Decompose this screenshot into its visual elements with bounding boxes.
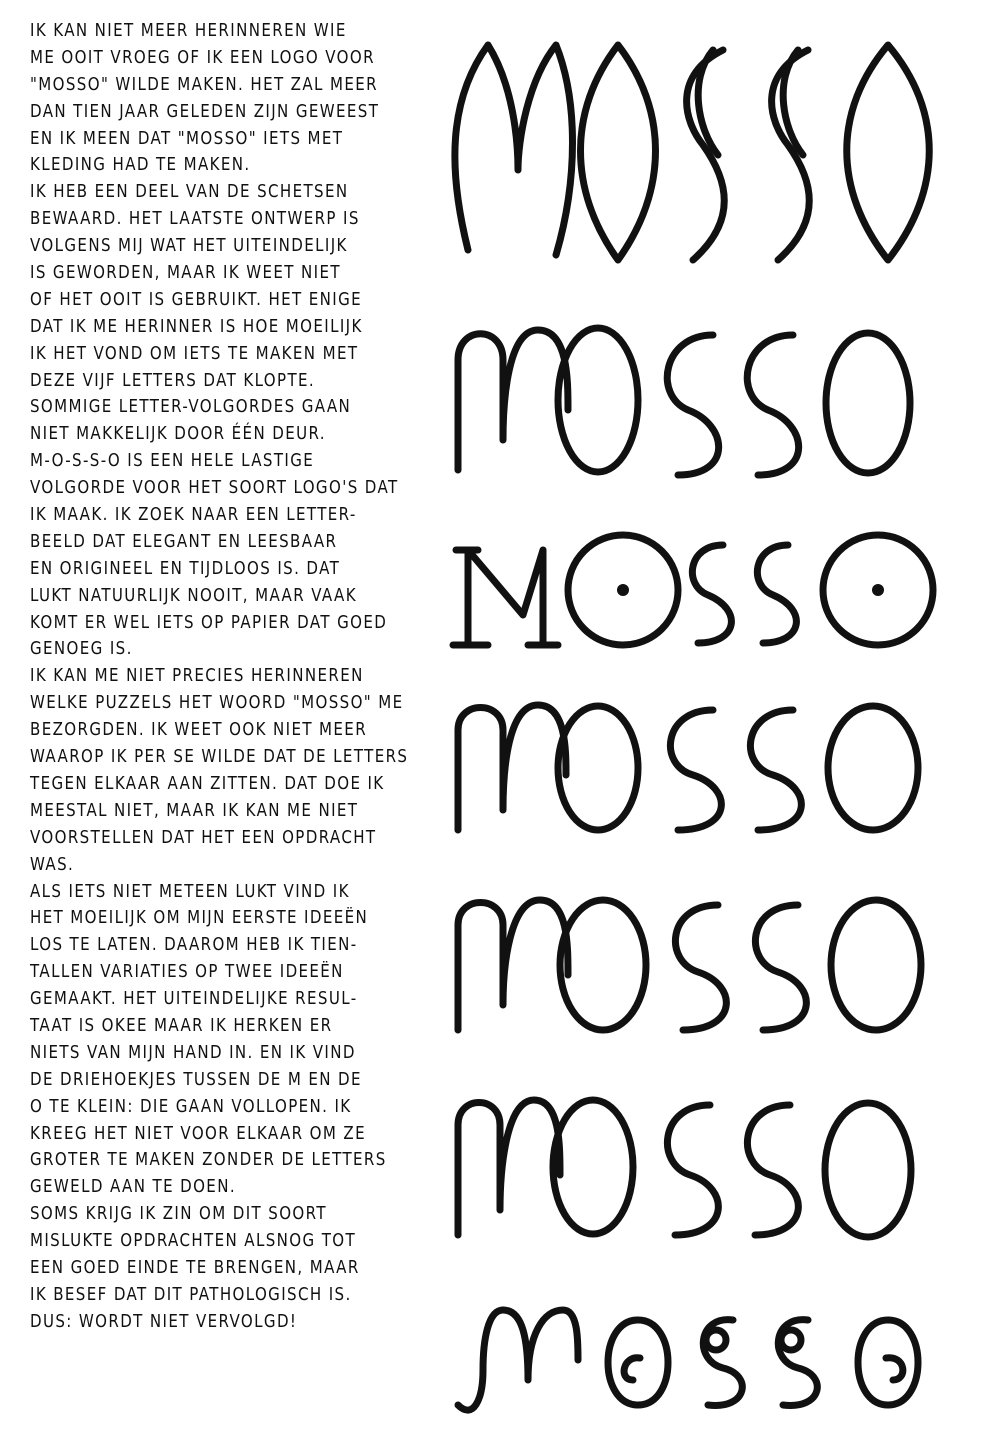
mosso-logo-rounded-tall: [448, 300, 958, 490]
text-line: EEN GOED EINDE TE BRENGEN, MAAR: [30, 1257, 360, 1278]
text-line: GEMAAKT. HET UITEINDELIJKE RESUL-: [30, 989, 358, 1010]
logo-variant-serif-dotted: [448, 515, 958, 665]
text-line: GROTER TE MAKEN ZONDER DE LETTERS: [30, 1150, 387, 1171]
text-line: ALS IETS NIET METEEN LUKT VIND IK: [30, 881, 350, 902]
text-line: DEZE VIJF LETTERS DAT KLOPTE.: [30, 370, 316, 391]
text-line: ME OOIT VROEG OF IK EEN LOGO VOOR: [30, 47, 375, 68]
logo-variant-rounded-tall: [448, 300, 958, 490]
mosso-logo-pointed: [448, 20, 958, 280]
mosso-logo-rounded-wide: [448, 875, 958, 1045]
text-line: TAAT IS OKEE MAAR IK HERKEN ER: [30, 1015, 333, 1036]
text-line: TALLEN VARIATIES OP TWEE IDEEËN: [30, 962, 344, 983]
text-line: BEELD DAT ELEGANT EN LEESBAAR: [30, 531, 338, 552]
text-line: LUKT NATUURLIJK NOOIT, MAAR VAAK: [30, 585, 357, 606]
text-line: NIET MAKKELIJK DOOR ÉÉN DEUR.: [30, 424, 326, 445]
text-line: EN IK MEEN DAT "MOSSO" IETS MET: [30, 128, 344, 149]
text-line: HET MOEILIJK OM MIJN EERSTE IDEEËN: [30, 908, 369, 929]
text-line: NIETS VAN MIJN HAND IN. EN IK VIND: [30, 1042, 356, 1063]
text-line: GENOEG IS.: [30, 639, 133, 660]
text-line: M-O-S-S-O IS EEN HELE LASTIGE: [30, 451, 315, 472]
text-line: IK KAN NIET MEER HERINNEREN WIE: [30, 21, 347, 41]
text-line: IS GEWORDEN, MAAR IK WEET NIET: [30, 263, 341, 284]
text-line: MEESTAL NIET, MAAR IK KAN ME NIET: [30, 800, 359, 821]
handwritten-text: [30, 18, 425, 1336]
text-line: EN ORIGINEEL EN TIJDLOOS IS. DAT: [30, 558, 341, 579]
logo-variant-rounded-narrow: [448, 1075, 958, 1250]
text-line: VOLGENS MIJ WAT HET UITEINDELIJK: [30, 236, 348, 257]
text-line: O TE KLEIN: DIE GAAN VOLLOPEN. IK: [30, 1096, 352, 1117]
text-line: IK HEB EEN DEEL VAN DE SCHETSEN: [30, 182, 349, 203]
text-line: KOMT ER WEL IETS OP PAPIER DAT GOED: [30, 612, 388, 633]
text-line: OF HET OOIT IS GEBRUIKT. HET ENIGE: [30, 289, 363, 310]
text-line: IK MAAK. IK ZOEK NAAR EEN LETTER-: [30, 505, 357, 526]
text-line: TEGEN ELKAAR AAN ZITTEN. DAT DOE IK: [30, 773, 385, 794]
text-line: IK HET VOND OM IETS TE MAKEN MET: [30, 343, 359, 364]
text-line: VOLGORDE VOOR HET SOORT LOGO'S DAT: [30, 478, 399, 499]
text-line: MISLUKTE OPDRACHTEN ALSNOG TOT: [30, 1231, 357, 1252]
text-line: WAS.: [30, 854, 75, 875]
logo-variant-rounded-medium: [448, 680, 958, 845]
text-line: WAAROP IK PER SE WILDE DAT DE LETTERS: [30, 747, 409, 768]
text-line: BEWAARD. HET LAATSTE ONTWERP IS: [30, 209, 360, 230]
mosso-logo-rounded-narrow: [448, 1075, 958, 1250]
mosso-logo-serif: [448, 515, 958, 665]
text-line: IK KAN ME NIET PRECIES HERINNEREN: [30, 666, 364, 687]
mosso-logo-rounded-medium: [448, 680, 958, 845]
text-line: GEWELD AAN TE DOEN.: [30, 1177, 236, 1198]
text-line: VOORSTELLEN DAT HET EEN OPDRACHT: [30, 827, 377, 848]
logo-variant-swash-curl: [448, 1280, 958, 1430]
text-line: SOMMIGE LETTER-VOLGORDES GAAN: [30, 397, 352, 418]
text-line: DUS: WORDT NIET VERVOLGD!: [30, 1311, 298, 1332]
text-line: DAN TIEN JAAR GELEDEN ZIJN GEWEEST: [30, 101, 380, 122]
text-line: DE DRIEHOEKJES TUSSEN DE M EN DE: [30, 1069, 362, 1090]
text-line: KREEG HET NIET VOOR ELKAAR OM ZE: [30, 1123, 366, 1144]
mosso-logo-swash: [448, 1280, 958, 1430]
text-line: "MOSSO" WILDE MAKEN. HET ZAL MEER: [30, 74, 378, 95]
text-line: SOMS KRIJG IK ZIN OM DIT SOORT: [30, 1204, 327, 1225]
text-line: WELKE PUZZELS HET WOORD "MOSSO" ME: [30, 693, 404, 714]
text-line: IK BESEF DAT DIT PATHOLOGISCH IS.: [30, 1284, 352, 1305]
logo-variant-pointed-arch: [448, 20, 958, 280]
text-line: LOS TE LATEN. DAAROM HEB IK TIEN-: [30, 935, 358, 956]
text-line: BEZORGDEN. IK WEET OOK NIET MEER: [30, 720, 368, 741]
text-line: DAT IK ME HERINNER IS HOE MOEILIJK: [30, 316, 363, 337]
logo-variant-rounded-wide: [448, 875, 958, 1045]
text-line: KLEDING HAD TE MAKEN.: [30, 155, 251, 176]
